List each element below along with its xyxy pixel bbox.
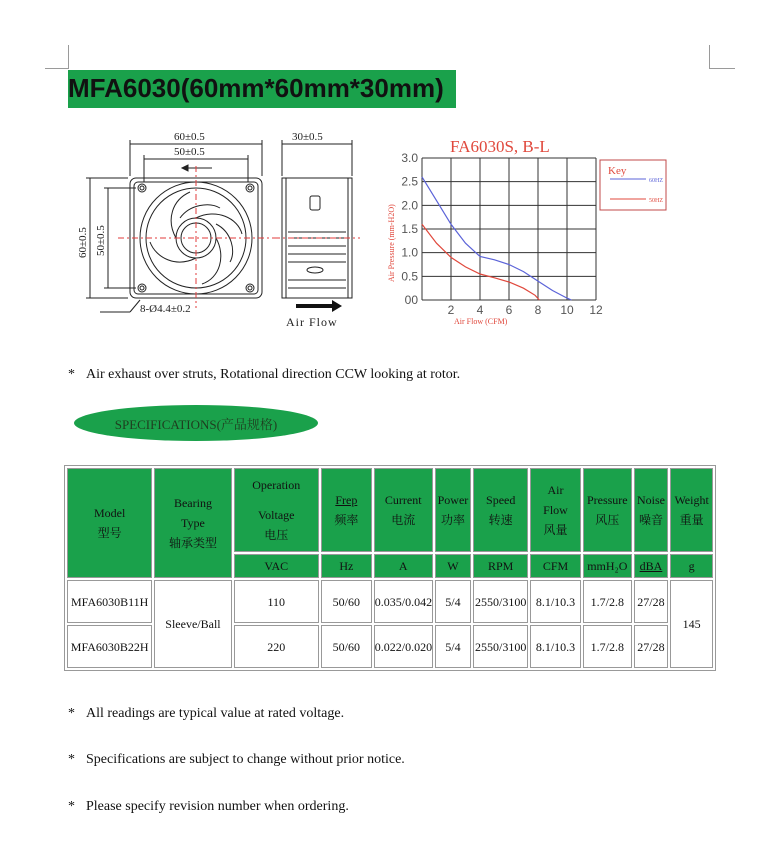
cell-voltage: 110 — [234, 580, 319, 623]
header-voltage: Operation Voltage 电压 — [234, 468, 319, 552]
pressure-flow-chart — [401, 151, 603, 317]
cell-frequency: 50/60 — [321, 625, 372, 668]
cell-power: 5/4 — [435, 625, 472, 668]
chart-y-tick-label: 3.0 — [401, 151, 418, 165]
note-change — [68, 752, 405, 768]
header-frequency: Frep 频率 — [321, 468, 372, 552]
page-title: MFA6030(60mm*60mm*30mm) — [68, 73, 444, 103]
dim-inner-v-label: 50±0.5 — [95, 225, 107, 256]
crop-mark-right-h — [709, 68, 735, 69]
cell-speed: 2550/3100 — [473, 625, 528, 668]
cell-current: 0.035/0.042 — [374, 580, 433, 623]
chart-series-60hz — [422, 177, 571, 300]
header-weight: Weight 重量 — [670, 468, 713, 552]
header-pressure: Pressure 风压 — [583, 468, 632, 552]
header-power: Power 功率 — [435, 468, 472, 552]
chart-legend — [600, 160, 666, 210]
chart-x-axis-label: Air Flow (CFM) — [454, 317, 508, 326]
crop-mark-left-h — [45, 68, 69, 69]
chart-y-tick-label: 1.0 — [401, 245, 418, 260]
note-revision-text: Please specify revision number when ordering. — [86, 799, 349, 814]
note-bullet: * — [68, 706, 75, 721]
side-view-drawing — [282, 140, 352, 298]
dim-height-label: 60±0.5 — [77, 227, 89, 258]
front-view-drawing — [86, 140, 262, 312]
legend-label-50hz: 50HZ — [649, 198, 663, 204]
unit-voltage: VAC — [234, 554, 319, 578]
dim-depth-label: 30±0.5 — [292, 131, 323, 143]
cell-weight: 145 — [670, 580, 713, 668]
chart-x-tick-label: 8 — [534, 303, 542, 317]
cell-air-flow: 8.1/10.3 — [530, 625, 581, 668]
table-header-row — [67, 468, 713, 552]
chart-y-axis-label: Air Pressure (mm-H2O) — [387, 204, 396, 282]
note-readings-text: All readings are typical value at rated voltage. — [86, 706, 345, 721]
chart-x-tick-label: 4 — [476, 303, 484, 317]
cell-noise: 27/28 — [634, 580, 669, 623]
unit-current: A — [374, 554, 433, 578]
front-view-centerlines — [118, 166, 274, 308]
header-speed: Speed 转速 — [473, 468, 528, 552]
dim-holes-label: 8-Ø4.4±0.2 — [140, 303, 191, 315]
cell-model: MFA6030B22H — [67, 625, 152, 668]
cell-voltage: 220 — [234, 625, 319, 668]
header-noise: Noise 噪音 — [634, 468, 669, 552]
title-banner — [68, 70, 456, 108]
airflow-label: Air Flow — [286, 315, 338, 329]
chart-series-50hz — [422, 224, 539, 300]
note-readings — [68, 706, 344, 722]
unit-speed: RPM — [473, 554, 528, 578]
legend-title: Key — [608, 165, 627, 177]
chart-y-tick-label: 2.5 — [401, 174, 418, 189]
cell-bearing: Sleeve/Ball — [154, 580, 231, 668]
chart-y-tick-label: 2.0 — [401, 198, 418, 213]
cell-power: 5/4 — [435, 580, 472, 623]
header-current: Current 电流 — [374, 468, 433, 552]
unit-frequency: Hz — [321, 554, 372, 578]
chart-y-tick-label: 00 — [404, 293, 418, 307]
airflow-arrow-icon — [296, 300, 342, 312]
cell-model: MFA6030B11H — [67, 580, 152, 623]
note-airflow-text: Air exhaust over struts, Rotational direction CCW looking at rotor. — [86, 367, 461, 382]
chart-x-tick-label: 6 — [505, 303, 513, 317]
chart-x-tick-label: 12 — [589, 303, 603, 317]
dim-width-label: 60±0.5 — [174, 131, 205, 143]
cell-pressure: 1.7/2.8 — [583, 580, 632, 623]
cell-frequency: 50/60 — [321, 580, 372, 623]
dim-inner-label: 50±0.5 — [174, 146, 205, 158]
crop-mark-right-v — [709, 45, 710, 69]
chart-x-tick-label: 10 — [560, 303, 574, 317]
header-air-flow: Air Flow 风量 — [530, 468, 581, 552]
cell-pressure: 1.7/2.8 — [583, 625, 632, 668]
cell-current: 0.022/0.020 — [374, 625, 433, 668]
note-change-text: Specifications are subject to change without prior notice. — [86, 752, 405, 767]
unit-weight: g — [670, 554, 713, 578]
crop-mark-left-v — [68, 45, 69, 69]
chart-x-tick-label: 2 — [447, 303, 455, 317]
note-airflow — [68, 367, 460, 383]
legend-label-60hz: 60HZ — [649, 178, 663, 184]
unit-power: W — [435, 554, 472, 578]
note-revision — [68, 799, 349, 815]
note-bullet: * — [68, 367, 75, 382]
specifications-banner — [74, 405, 318, 441]
chart-y-tick-label: 1.5 — [401, 222, 418, 236]
header-model: Model 型号 — [67, 468, 152, 578]
specifications-table — [64, 465, 716, 671]
header-bearing: Bearing Type 轴承类型 — [154, 468, 231, 578]
unit-noise: dBA — [634, 554, 669, 578]
fan-drawing-figure — [70, 122, 663, 340]
cell-air-flow: 8.1/10.3 — [530, 580, 581, 623]
unit-air-flow: CFM — [530, 554, 581, 578]
chart-title: FA6030S, B-L — [450, 137, 550, 156]
note-bullet: * — [68, 799, 75, 814]
cell-noise: 27/28 — [634, 625, 669, 668]
table-row — [67, 580, 713, 623]
chart-y-tick-label: 0.5 — [401, 269, 418, 284]
unit-pressure: mmH₂O — [583, 554, 632, 578]
cell-speed: 2550/3100 — [473, 580, 528, 623]
specifications-title: SPECIFICATIONS(产品规格) — [114, 417, 278, 432]
note-bullet: * — [68, 752, 75, 767]
